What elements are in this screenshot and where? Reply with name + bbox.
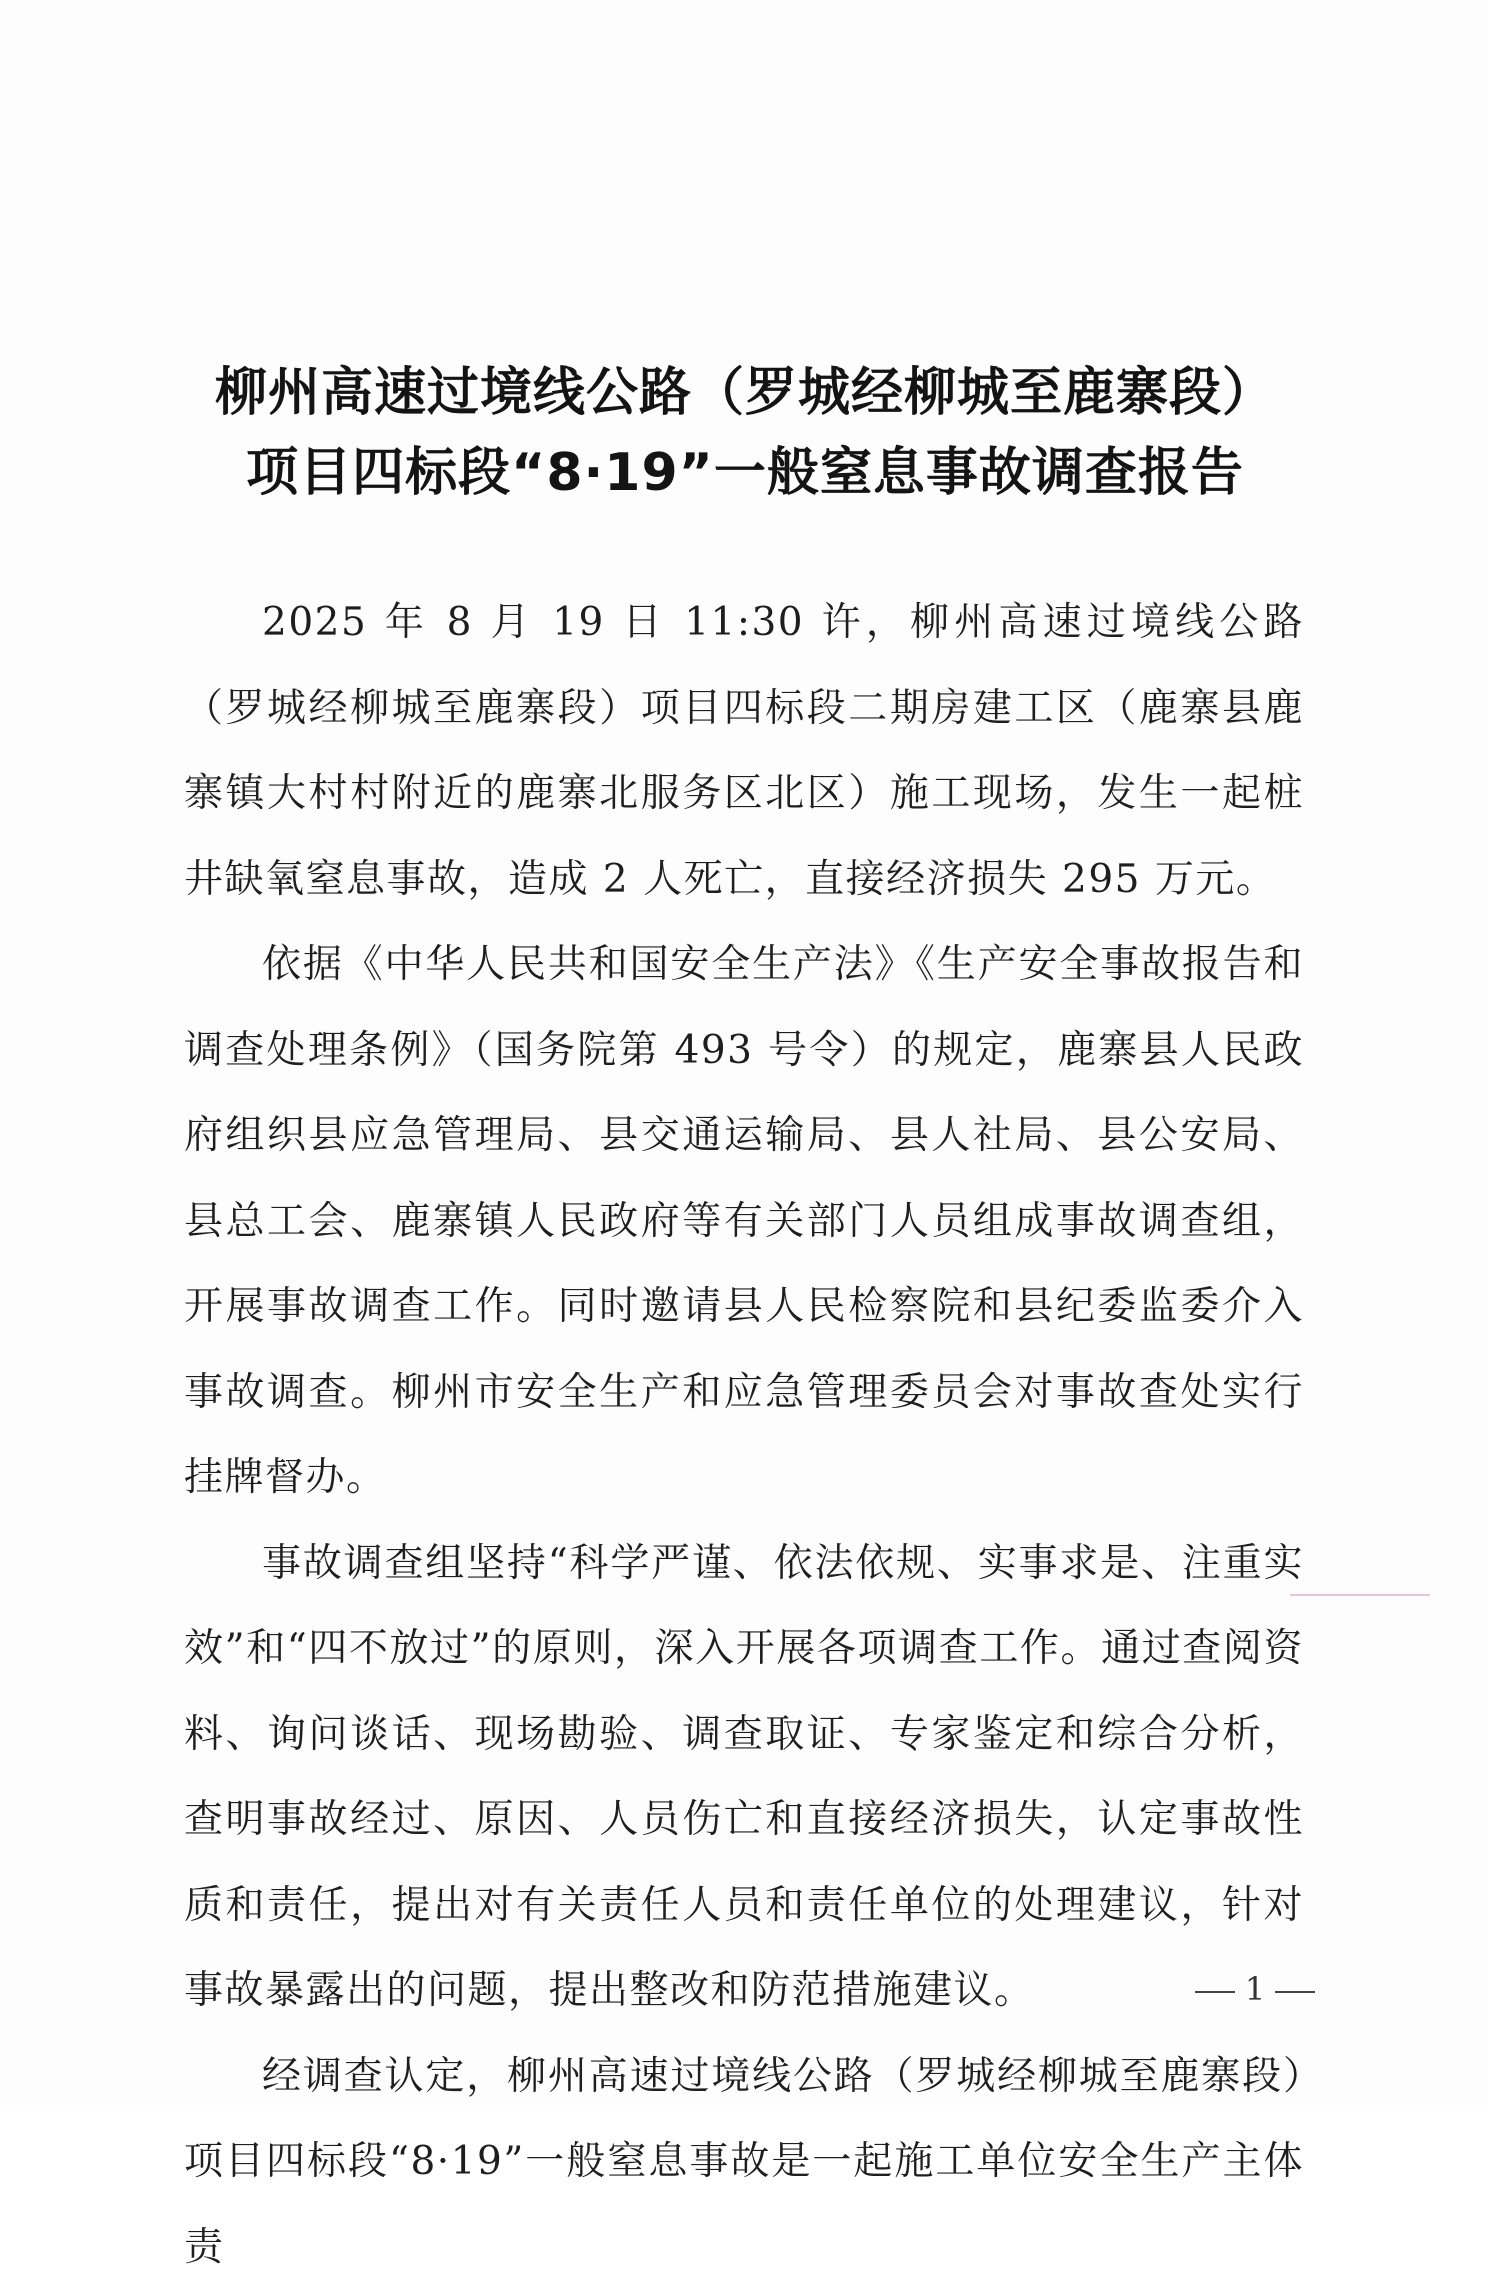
page-number-dash-right bbox=[1275, 1991, 1315, 1993]
paragraph-legal-basis: 依据《中华人民共和国安全生产法》《生产安全事故报告和调查处理条例》（国务院第 493 号令）的规定，鹿寨县人民政府组织县应急管理局、县交通运输局、县人社局、县公安局、县总工会、鹿寨镇人民政府等有关部门人员组成事故调查组，开展事故调查工作。同时邀请县人民检察院和县纪委监委介入事故调查。柳州市安全生产和应急管理委员会对事故查处实行挂牌督办。 bbox=[184, 922, 1304, 1521]
scan-mark bbox=[1290, 1594, 1430, 1596]
paragraph-incident-summary: 2025 年 8 月 19 日 11:30 许，柳州高速过境线公路（罗城经柳城至鹿寨段）项目四标段二期房建工区（鹿寨县鹿寨镇大村村附近的鹿寨北服务区北区）施工现场，发生一起桩井缺氧窒息事故，造成 2 人死亡，直接经济损失 295 万元。 bbox=[184, 580, 1304, 922]
paragraph-investigation-principles: 事故调查组坚持“科学严谨、依法依规、实事求是、注重实效”和“四不放过”的原则，深入开展各项调查工作。通过查阅资料、询问谈话、现场勘验、调查取证、专家鉴定和综合分析，查明事故经过、原因、人员伤亡和直接经济损失，认定事故性质和责任，提出对有关责任人员和责任单位的处理建议，针对事故暴露出的问题，提出整改和防范措施建议。 bbox=[184, 1521, 1304, 2034]
report-title-line-2: 项目四标段“8·19”一般窒息事故调查报告 bbox=[150, 430, 1340, 505]
paragraph-conclusion: 经调查认定，柳州高速过境线公路（罗城经柳城至鹿寨段）项目四标段“8·19”一般窒息事故是一起施工单位安全生产主体责 bbox=[184, 2034, 1304, 2290]
page-number-value: 1 bbox=[1245, 1970, 1265, 2008]
report-title-line-1: 柳州高速过境线公路（罗城经柳城至鹿寨段） bbox=[150, 350, 1340, 425]
page-number-dash-left bbox=[1195, 1991, 1235, 1993]
report-body bbox=[184, 580, 1304, 2290]
page-number bbox=[1180, 1970, 1330, 2008]
